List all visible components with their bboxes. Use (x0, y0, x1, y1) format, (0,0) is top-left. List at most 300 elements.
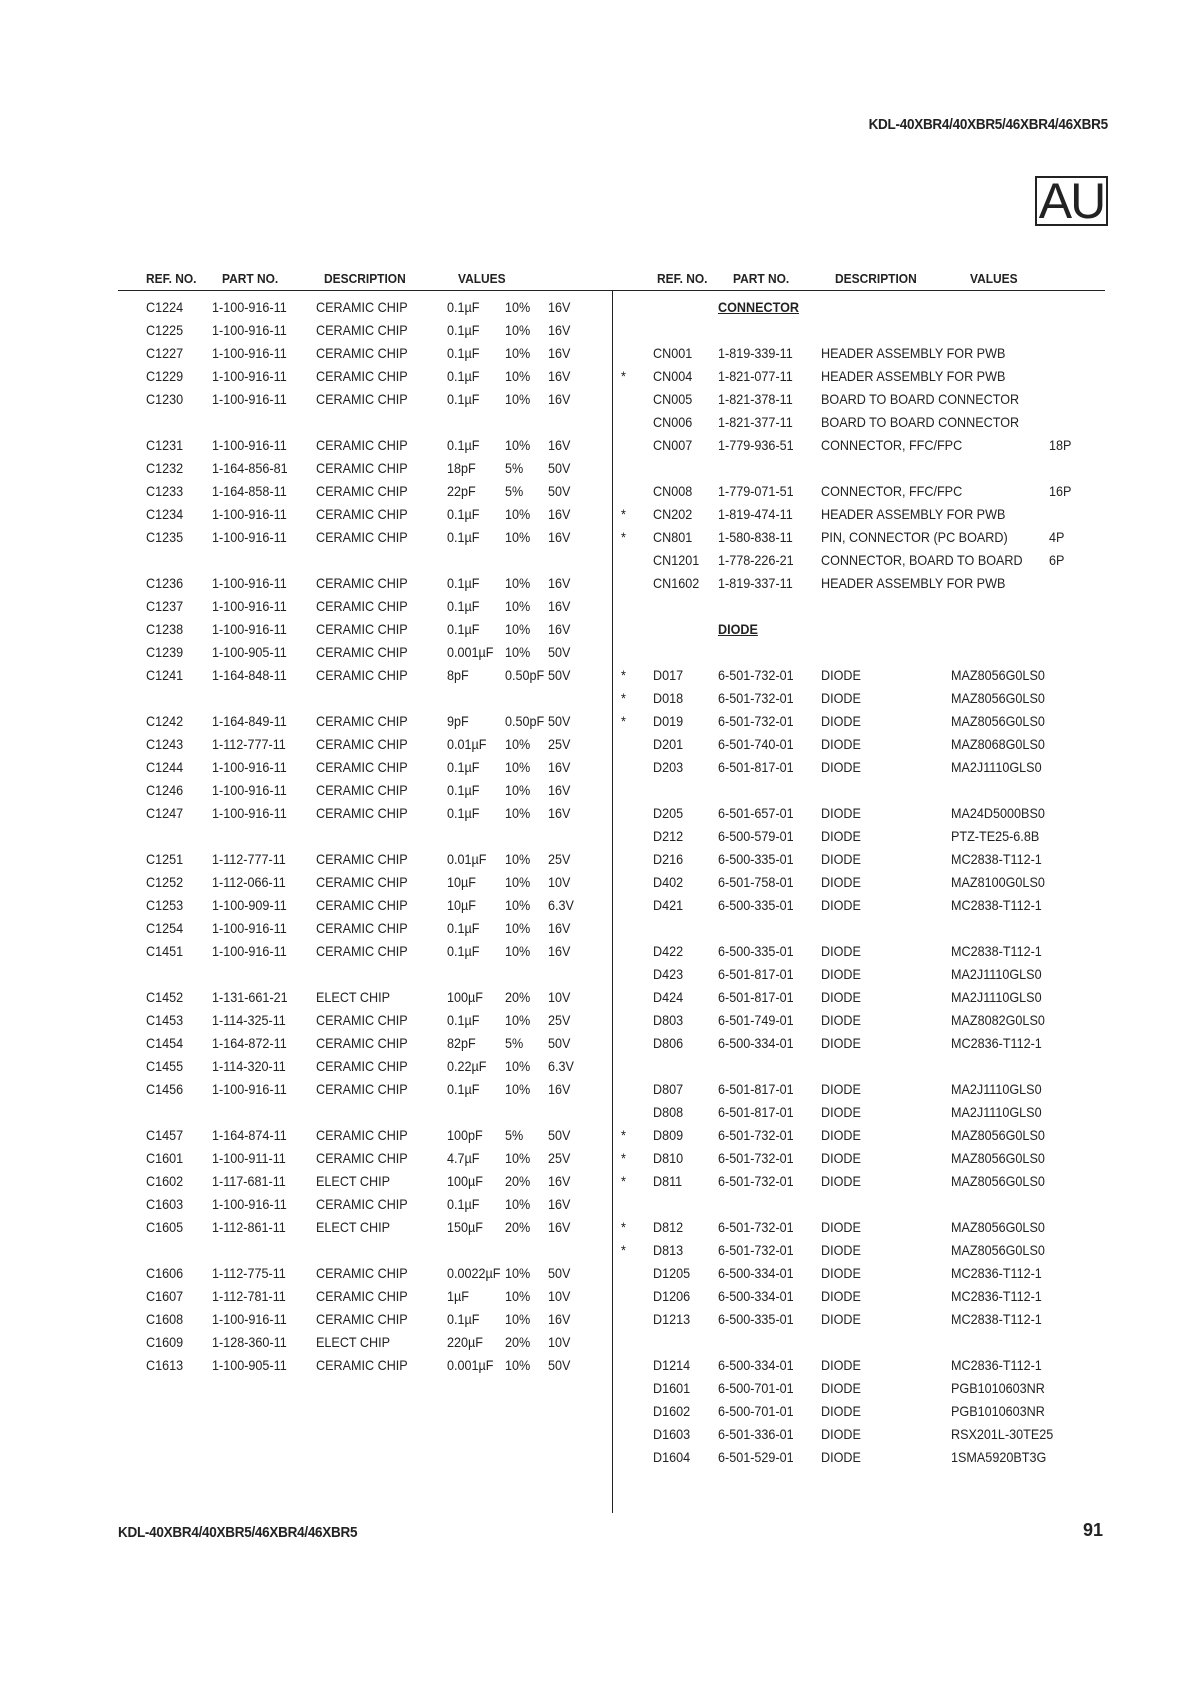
ref-no: D205 (653, 805, 684, 821)
description: ELECT CHIP (316, 1219, 390, 1235)
tolerance: 5% (505, 1127, 524, 1143)
description: CERAMIC CHIP (316, 943, 408, 959)
value: 0.1µF (447, 1311, 480, 1327)
part-no: 6-501-749-01 (718, 1012, 794, 1028)
part-no: 1-100-916-11 (212, 621, 287, 637)
value: 22pF (447, 483, 476, 499)
description: CERAMIC CHIP (316, 1012, 408, 1028)
voltage: 50V (548, 713, 571, 729)
description: CONNECTOR, FFC/FPC (821, 483, 963, 499)
ref-no: D018 (653, 690, 684, 706)
description: CERAMIC CHIP (316, 575, 408, 591)
value: 0.1µF (447, 621, 480, 637)
tolerance: 10% (505, 391, 531, 407)
ref-no: D212 (653, 828, 684, 844)
part-no: 1-100-916-11 (212, 943, 287, 959)
part-no: 6-501-817-01 (718, 759, 794, 775)
part-no: 1-778-226-21 (718, 552, 794, 568)
part-no: 1-100-905-11 (212, 1357, 287, 1373)
value: MC2836-T112-1 (951, 1035, 1042, 1051)
part-no: 1-164-872-11 (212, 1035, 287, 1051)
value: 0.1µF (447, 437, 480, 453)
part-no: 1-580-838-11 (718, 529, 793, 545)
value: PGB1010603NR (951, 1403, 1045, 1419)
col-desc-left: DESCRIPTION (324, 271, 406, 286)
ref-no: C1609 (146, 1334, 184, 1350)
ref-no: D811 (653, 1173, 683, 1189)
description: DIODE (821, 1219, 861, 1235)
col-part-left: PART NO. (222, 271, 279, 286)
part-no: 6-501-732-01 (718, 690, 794, 706)
voltage: 16V (548, 1173, 571, 1189)
voltage: 16V (548, 529, 571, 545)
description: CERAMIC CHIP (316, 874, 408, 890)
ref-no: CN801 (653, 529, 693, 545)
description: DIODE (821, 690, 861, 706)
col-ref-left: REF. NO. (146, 271, 197, 286)
value: 0.1µF (447, 506, 480, 522)
part-no: 1-112-777-11 (212, 851, 286, 867)
description: DIODE (821, 1127, 861, 1143)
part-no: 6-501-732-01 (718, 667, 794, 683)
voltage: 16V (548, 322, 571, 338)
part-no: 1-100-916-11 (212, 920, 287, 936)
voltage: 25V (548, 1012, 571, 1028)
ref-no: D1205 (653, 1265, 691, 1281)
tolerance: 10% (505, 437, 531, 453)
part-no: 6-501-817-01 (718, 966, 794, 982)
value: 0.01µF (447, 851, 487, 867)
part-no: 1-100-916-11 (212, 598, 287, 614)
value: MC2836-T112-1 (951, 1265, 1042, 1281)
ref-no: C1233 (146, 483, 184, 499)
part-no: 1-131-661-21 (212, 989, 288, 1005)
part-no: 1-100-911-11 (212, 1150, 286, 1166)
part-no: 6-501-817-01 (718, 989, 794, 1005)
voltage: 16V (548, 1196, 571, 1212)
pin-count: 18P (1049, 437, 1072, 453)
description: DIODE (821, 1311, 861, 1327)
ref-no: C1237 (146, 598, 184, 614)
value: 0.1µF (447, 299, 480, 315)
new-part-mark: * (621, 1219, 626, 1235)
description: CERAMIC CHIP (316, 782, 408, 798)
part-no: 6-500-334-01 (718, 1035, 794, 1051)
tolerance: 10% (505, 322, 531, 338)
voltage: 6.3V (548, 1058, 574, 1074)
ref-no: C1605 (146, 1219, 184, 1235)
description: CERAMIC CHIP (316, 1288, 408, 1304)
value: 82pF (447, 1035, 476, 1051)
section-diode-label: DIODE (718, 621, 758, 637)
tolerance: 10% (505, 759, 531, 775)
part-no: 1-100-916-11 (212, 368, 287, 384)
description: CERAMIC CHIP (316, 805, 408, 821)
description: HEADER ASSEMBLY FOR PWB (821, 506, 1006, 522)
part-no: 6-501-732-01 (718, 1242, 794, 1258)
part-no: 6-501-740-01 (718, 736, 794, 752)
ref-no: C1241 (146, 667, 184, 683)
ref-no: C1224 (146, 299, 184, 315)
description: DIODE (821, 759, 861, 775)
ref-no: C1454 (146, 1035, 184, 1051)
part-no: 1-100-916-11 (212, 506, 287, 522)
voltage: 10V (548, 989, 571, 1005)
pin-count: 4P (1049, 529, 1065, 545)
ref-no: D1213 (653, 1311, 691, 1327)
tolerance: 5% (505, 1035, 524, 1051)
part-no: 1-100-916-11 (212, 782, 287, 798)
description: CERAMIC CHIP (316, 1311, 408, 1327)
ref-no: D807 (653, 1081, 684, 1097)
tolerance: 0.50pF (505, 713, 545, 729)
ref-no: D1604 (653, 1449, 691, 1465)
description: DIODE (821, 1380, 861, 1396)
description: CERAMIC CHIP (316, 1081, 408, 1097)
part-no: 1-112-861-11 (212, 1219, 286, 1235)
value: 18pF (447, 460, 476, 476)
voltage: 50V (548, 1357, 571, 1373)
part-no: 6-501-817-01 (718, 1104, 794, 1120)
description: DIODE (821, 1403, 861, 1419)
value: MA2J1110GLS0 (951, 1104, 1042, 1120)
tolerance: 10% (505, 1058, 531, 1074)
ref-no: CN202 (653, 506, 693, 522)
ref-no: D019 (653, 713, 684, 729)
description: HEADER ASSEMBLY FOR PWB (821, 575, 1006, 591)
description: DIODE (821, 713, 861, 729)
part-no: 6-501-732-01 (718, 713, 794, 729)
part-no: 1-112-775-11 (212, 1265, 286, 1281)
ref-no: CN008 (653, 483, 693, 499)
ref-no: C1252 (146, 874, 184, 890)
part-no: 1-117-681-11 (212, 1173, 286, 1189)
new-part-mark: * (621, 713, 626, 729)
value: PTZ-TE25-6.8B (951, 828, 1040, 844)
description: CONNECTOR, FFC/FPC (821, 437, 963, 453)
tolerance: 10% (505, 805, 531, 821)
value: MC2836-T112-1 (951, 1357, 1042, 1373)
voltage: 16V (548, 782, 571, 798)
value: 0.0022µF (447, 1265, 501, 1281)
pin-count: 6P (1049, 552, 1065, 568)
ref-no: CN006 (653, 414, 693, 430)
ref-no: C1253 (146, 897, 184, 913)
value: 8pF (447, 667, 469, 683)
description: DIODE (821, 736, 861, 752)
ref-no: D809 (653, 1127, 684, 1143)
tolerance: 10% (505, 851, 531, 867)
part-no: 1-100-905-11 (212, 644, 287, 660)
ref-no: CN001 (653, 345, 693, 361)
tolerance: 10% (505, 644, 531, 660)
tolerance: 10% (505, 897, 531, 913)
tolerance: 10% (505, 1150, 531, 1166)
tolerance: 10% (505, 1265, 531, 1281)
col-desc-right: DESCRIPTION (835, 271, 917, 286)
tolerance: 10% (505, 506, 531, 522)
value: MAZ8068G0LS0 (951, 736, 1045, 752)
description: DIODE (821, 851, 861, 867)
part-no: 1-128-360-11 (212, 1334, 287, 1350)
description: DIODE (821, 1449, 861, 1465)
value: 10µF (447, 897, 476, 913)
value: 9pF (447, 713, 469, 729)
ref-no: D201 (653, 736, 684, 752)
part-no: 1-114-320-11 (212, 1058, 286, 1074)
tolerance: 10% (505, 736, 531, 752)
description: PIN, CONNECTOR (PC BOARD) (821, 529, 1008, 545)
value: MAZ8056G0LS0 (951, 690, 1045, 706)
ref-no: CN007 (653, 437, 693, 453)
part-no: 1-819-339-11 (718, 345, 793, 361)
part-no: 1-100-916-11 (212, 1196, 287, 1212)
part-no: 1-112-066-11 (212, 874, 286, 890)
description: BOARD TO BOARD CONNECTOR (821, 391, 1020, 407)
tolerance: 10% (505, 299, 531, 315)
tolerance: 10% (505, 621, 531, 637)
voltage: 16V (548, 391, 571, 407)
value: MC2838-T112-1 (951, 1311, 1042, 1327)
description: DIODE (821, 805, 861, 821)
tolerance: 10% (505, 529, 531, 545)
description: CERAMIC CHIP (316, 391, 408, 407)
value: MC2838-T112-1 (951, 897, 1042, 913)
ref-no: CN005 (653, 391, 693, 407)
description: ELECT CHIP (316, 1173, 390, 1189)
ref-no: C1601 (146, 1150, 184, 1166)
description: CERAMIC CHIP (316, 345, 408, 361)
tolerance: 10% (505, 874, 531, 890)
tolerance: 10% (505, 1311, 531, 1327)
voltage: 25V (548, 736, 571, 752)
description: CERAMIC CHIP (316, 1357, 408, 1373)
description: CERAMIC CHIP (316, 713, 408, 729)
value: 0.1µF (447, 759, 480, 775)
value: MAZ8056G0LS0 (951, 1173, 1045, 1189)
tolerance: 10% (505, 368, 531, 384)
description: CERAMIC CHIP (316, 598, 408, 614)
new-part-mark: * (621, 368, 626, 384)
ref-no: C1231 (146, 437, 184, 453)
ref-no: C1247 (146, 805, 184, 821)
value: 4.7µF (447, 1150, 480, 1166)
voltage: 10V (548, 1288, 571, 1304)
ref-no: C1608 (146, 1311, 184, 1327)
description: DIODE (821, 1150, 861, 1166)
description: CERAMIC CHIP (316, 851, 408, 867)
voltage: 16V (548, 1219, 571, 1235)
voltage: 16V (548, 1081, 571, 1097)
part-no: 1-112-781-11 (212, 1288, 286, 1304)
value: 0.1µF (447, 345, 480, 361)
value: MAZ8056G0LS0 (951, 713, 1045, 729)
ref-no: C1243 (146, 736, 184, 752)
ref-no: D017 (653, 667, 684, 683)
ref-no: C1225 (146, 322, 184, 338)
value: 0.1µF (447, 782, 480, 798)
part-no: 1-164-858-11 (212, 483, 287, 499)
part-no: 1-819-337-11 (718, 575, 793, 591)
value: MAZ8056G0LS0 (951, 1127, 1045, 1143)
description: CERAMIC CHIP (316, 1196, 408, 1212)
voltage: 16V (548, 621, 571, 637)
ref-no: D1206 (653, 1288, 691, 1304)
ref-no: D424 (653, 989, 684, 1005)
ref-no: C1613 (146, 1357, 184, 1373)
ref-no: C1453 (146, 1012, 184, 1028)
value: 0.1µF (447, 920, 480, 936)
value: 0.001µF (447, 644, 494, 660)
ref-no: C1229 (146, 368, 184, 384)
part-no: 1-100-916-11 (212, 529, 287, 545)
col-values-right: VALUES (970, 271, 1018, 286)
ref-no: D421 (653, 897, 684, 913)
part-no: 1-100-916-11 (212, 1081, 287, 1097)
ref-no: D1602 (653, 1403, 691, 1419)
ref-no: C1239 (146, 644, 184, 660)
description: DIODE (821, 874, 861, 890)
ref-no: C1242 (146, 713, 184, 729)
part-no: 6-500-335-01 (718, 851, 794, 867)
description: CERAMIC CHIP (316, 1035, 408, 1051)
value: MA2J1110GLS0 (951, 1081, 1042, 1097)
column-divider (612, 290, 613, 1513)
description: DIODE (821, 966, 861, 982)
value: MA2J1110GLS0 (951, 989, 1042, 1005)
description: CERAMIC CHIP (316, 621, 408, 637)
ref-no: C1236 (146, 575, 184, 591)
description: CERAMIC CHIP (316, 920, 408, 936)
voltage: 50V (548, 483, 571, 499)
col-part-right: PART NO. (733, 271, 790, 286)
part-no: 1-100-916-11 (212, 759, 287, 775)
ref-no: C1227 (146, 345, 184, 361)
value: MA2J1110GLS0 (951, 759, 1042, 775)
voltage: 50V (548, 1035, 571, 1051)
value: 0.1µF (447, 1012, 480, 1028)
ref-no: CN1201 (653, 552, 700, 568)
value: 150µF (447, 1219, 483, 1235)
description: CERAMIC CHIP (316, 897, 408, 913)
value: 10µF (447, 874, 476, 890)
value: 0.22µF (447, 1058, 487, 1074)
value: 0.1µF (447, 1196, 480, 1212)
tolerance: 10% (505, 1288, 531, 1304)
description: ELECT CHIP (316, 1334, 390, 1350)
voltage: 16V (548, 506, 571, 522)
value: 0.1µF (447, 943, 480, 959)
voltage: 16V (548, 805, 571, 821)
ref-no: C1606 (146, 1265, 184, 1281)
voltage: 10V (548, 874, 571, 890)
description: CERAMIC CHIP (316, 437, 408, 453)
ref-no: C1456 (146, 1081, 184, 1097)
description: HEADER ASSEMBLY FOR PWB (821, 345, 1006, 361)
part-no: 6-501-758-01 (718, 874, 794, 890)
voltage: 6.3V (548, 897, 574, 913)
part-no: 1-100-916-11 (212, 345, 287, 361)
part-no: 1-819-474-11 (718, 506, 793, 522)
tolerance: 5% (505, 460, 524, 476)
voltage: 16V (548, 345, 571, 361)
page-number: 91 (1082, 1520, 1103, 1540)
part-no: 6-501-732-01 (718, 1150, 794, 1166)
ref-no: C1602 (146, 1173, 184, 1189)
header-model: KDL-40XBR4/40XBR5/46XBR4/46XBR5 (868, 116, 1108, 133)
voltage: 16V (548, 575, 571, 591)
pin-count: 16P (1049, 483, 1072, 499)
description: DIODE (821, 1012, 861, 1028)
tolerance: 20% (505, 1219, 531, 1235)
part-no: 1-164-849-11 (212, 713, 287, 729)
tolerance: 10% (505, 598, 531, 614)
value: 0.1µF (447, 368, 480, 384)
ref-no: C1235 (146, 529, 184, 545)
part-no: 6-500-334-01 (718, 1265, 794, 1281)
tolerance: 10% (505, 782, 531, 798)
description: CONNECTOR, BOARD TO BOARD (821, 552, 1023, 568)
description: HEADER ASSEMBLY FOR PWB (821, 368, 1006, 384)
part-no: 1-164-848-11 (212, 667, 287, 683)
part-no: 1-114-325-11 (212, 1012, 286, 1028)
ref-no: C1455 (146, 1058, 184, 1074)
tolerance: 10% (505, 1081, 531, 1097)
part-no: 1-100-916-11 (212, 391, 287, 407)
value: 0.1µF (447, 391, 480, 407)
part-no: 6-501-732-01 (718, 1173, 794, 1189)
part-no: 1-100-916-11 (212, 437, 287, 453)
voltage: 25V (548, 1150, 571, 1166)
new-part-mark: * (621, 1127, 626, 1143)
new-part-mark: * (621, 1173, 626, 1189)
ref-no: C1603 (146, 1196, 184, 1212)
voltage: 25V (548, 851, 571, 867)
voltage: 50V (548, 1127, 571, 1143)
ref-no: D806 (653, 1035, 684, 1051)
value: 0.001µF (447, 1357, 494, 1373)
description: CERAMIC CHIP (316, 1127, 408, 1143)
ref-no: C1232 (146, 460, 184, 476)
value: MAZ8056G0LS0 (951, 1219, 1045, 1235)
tolerance: 20% (505, 1173, 531, 1189)
tolerance: 10% (505, 575, 531, 591)
part-no: 6-501-732-01 (718, 1219, 794, 1235)
value: 1SMA5920BT3G (951, 1449, 1047, 1465)
value: 0.1µF (447, 1081, 480, 1097)
tolerance: 10% (505, 943, 531, 959)
value: 0.1µF (447, 575, 480, 591)
description: DIODE (821, 1173, 861, 1189)
description: CERAMIC CHIP (316, 667, 408, 683)
ref-no: C1244 (146, 759, 184, 775)
tolerance: 10% (505, 345, 531, 361)
description: DIODE (821, 1035, 861, 1051)
part-no: 1-821-077-11 (718, 368, 793, 384)
description: CERAMIC CHIP (316, 322, 408, 338)
value: 220µF (447, 1334, 483, 1350)
ref-no: D402 (653, 874, 684, 890)
value: 100µF (447, 989, 483, 1005)
value: 100µF (447, 1173, 483, 1189)
ref-no: C1251 (146, 851, 184, 867)
description: DIODE (821, 828, 861, 844)
description: DIODE (821, 943, 861, 959)
voltage: 16V (548, 759, 571, 775)
ref-no: D216 (653, 851, 684, 867)
description: CERAMIC CHIP (316, 1058, 408, 1074)
part-no: 1-164-856-81 (212, 460, 288, 476)
